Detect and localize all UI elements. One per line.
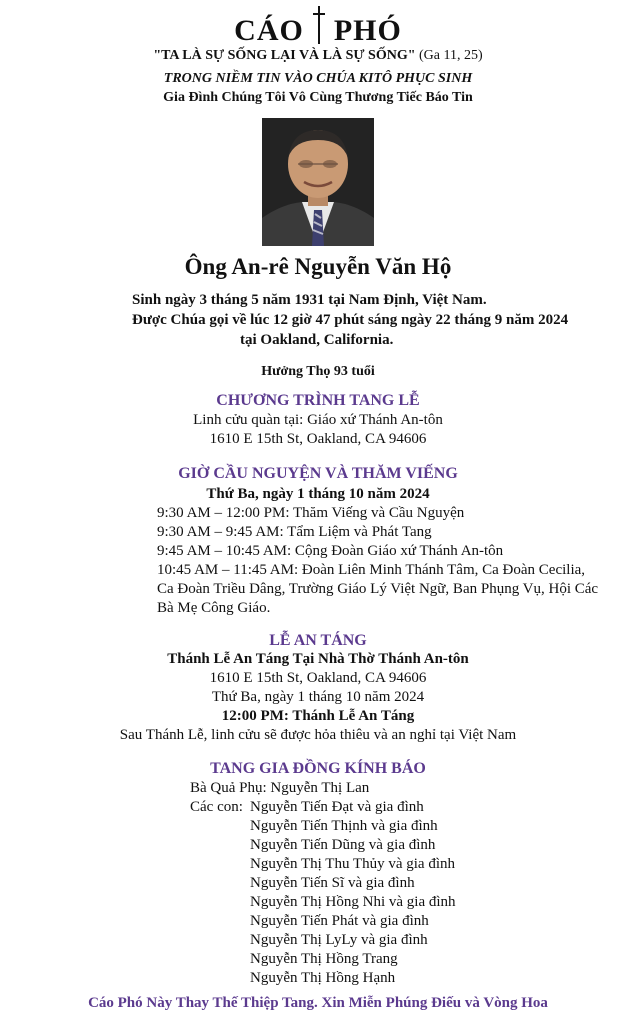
burial-heading: LỄ AN TÁNG [269, 632, 367, 649]
burial-date: Thứ Ba, ngày 1 tháng 10 năm 2024 [211, 689, 425, 705]
verse-reference: (Ga 11, 25) [419, 48, 483, 63]
burial-mass: Thánh Lễ An Táng Tại Nhà Thờ Thánh An-tôn [167, 651, 469, 667]
child-item: Nguyễn Tiến Dũng và gia đình [250, 837, 436, 853]
child-item: Nguyễn Tiến Thịnh và gia đình [250, 818, 438, 834]
child-item: Nguyễn Thị LyLy và gia đình [250, 932, 428, 948]
portrait-photo [262, 118, 374, 246]
prayer-visitation-heading: GIỜ CẦU NGUYỆN VÀ THĂM VIẾNG [178, 465, 458, 482]
child-item: Nguyễn Thị Hồng Hạnh [250, 970, 396, 986]
belief-line: TRONG NIỀM TIN VÀO CHÚA KITÔ PHỤC SINH [163, 71, 473, 86]
funeral-program-heading: CHƯƠNG TRÌNH TANG LỄ [216, 392, 420, 409]
scripture-verse [0, 48, 636, 64]
viewing-location: Linh cửu quàn tại: Giáo xứ Thánh An-tôn [193, 412, 443, 428]
widow-line: Bà Quả Phụ: Nguyễn Thị Lan [190, 780, 370, 796]
child-item: Nguyễn Thị Hồng Trang [250, 951, 398, 967]
title-left: CÁO [234, 14, 304, 47]
footer-note: Cáo Phó Này Thay Thế Thiệp Tang. Xin Miễn Phúng Điếu và Vòng Hoa [88, 995, 548, 1011]
schedule-item: 9:30 AM – 9:45 AM: Tẩm Liệm và Phát Tang [157, 524, 432, 540]
child-item: Nguyễn Tiến Phát và gia đình [250, 913, 429, 929]
burial-address: 1610 E 15th St, Oakland, CA 94606 [209, 670, 427, 686]
child-item: Nguyễn Thị Thu Thủy và gia đình [250, 856, 455, 872]
visitation-date: Thứ Ba, ngày 1 tháng 10 năm 2024 [206, 486, 430, 502]
child-item: Nguyễn Tiến Sĩ và gia đình [250, 875, 415, 891]
schedule-item: Ca Đoàn Triều Dâng, Trường Giáo Lý Việt Ngữ, Ban Phụng Vụ, Hội Các [157, 581, 599, 597]
age-line: Hưởng Thọ 93 tuổi [261, 364, 375, 379]
schedule-item: Bà Mẹ Công Giáo. [157, 600, 271, 616]
death-info-line1: Được Chúa gọi về lúc 12 giờ 47 phút sáng ngày 22 tháng 9 năm 2024 [132, 312, 569, 328]
child-item: Nguyễn Tiến Đạt và gia đình [250, 799, 424, 815]
deceased-name: Ông An-rê Nguyễn Văn Hộ [184, 254, 452, 279]
burial-note: Sau Thánh Lễ, linh cửu sẽ được hỏa thiêu và an nghỉ tại Việt Nam [119, 727, 517, 743]
verse-quote: "TA LÀ SỰ SỐNG LẠI VÀ LÀ SỰ SỐNG" [153, 48, 416, 63]
birth-info: Sinh ngày 3 tháng 5 năm 1931 tại Nam Định, Việt Nam. [132, 292, 487, 308]
viewing-address: 1610 E 15th St, Oakland, CA 94606 [209, 431, 427, 447]
schedule-item: 10:45 AM – 11:45 AM: Đoàn Liên Minh Thánh Tâm, Ca Đoàn Cecilia, [157, 562, 586, 578]
obituary-title [0, 6, 636, 48]
children-label: Các con: [190, 799, 243, 815]
title-right: PHÓ [333, 14, 402, 47]
cross-icon [310, 6, 328, 44]
schedule-item: 9:45 AM – 10:45 AM: Cộng Đoàn Giáo xứ Thánh An-tôn [157, 543, 504, 559]
family-heading: TANG GIA ĐỒNG KÍNH BÁO [210, 760, 426, 777]
death-info-line2: tại Oakland, California. [240, 332, 394, 348]
schedule-item: 9:30 AM – 12:00 PM: Thăm Viếng và Cầu Nguyện [157, 505, 465, 521]
announce-line: Gia Đình Chúng Tôi Vô Cùng Thương Tiếc Báo Tin [163, 90, 473, 105]
child-item: Nguyễn Thị Hồng Nhi và gia đình [250, 894, 456, 910]
burial-time: 12:00 PM: Thánh Lễ An Táng [221, 708, 415, 724]
